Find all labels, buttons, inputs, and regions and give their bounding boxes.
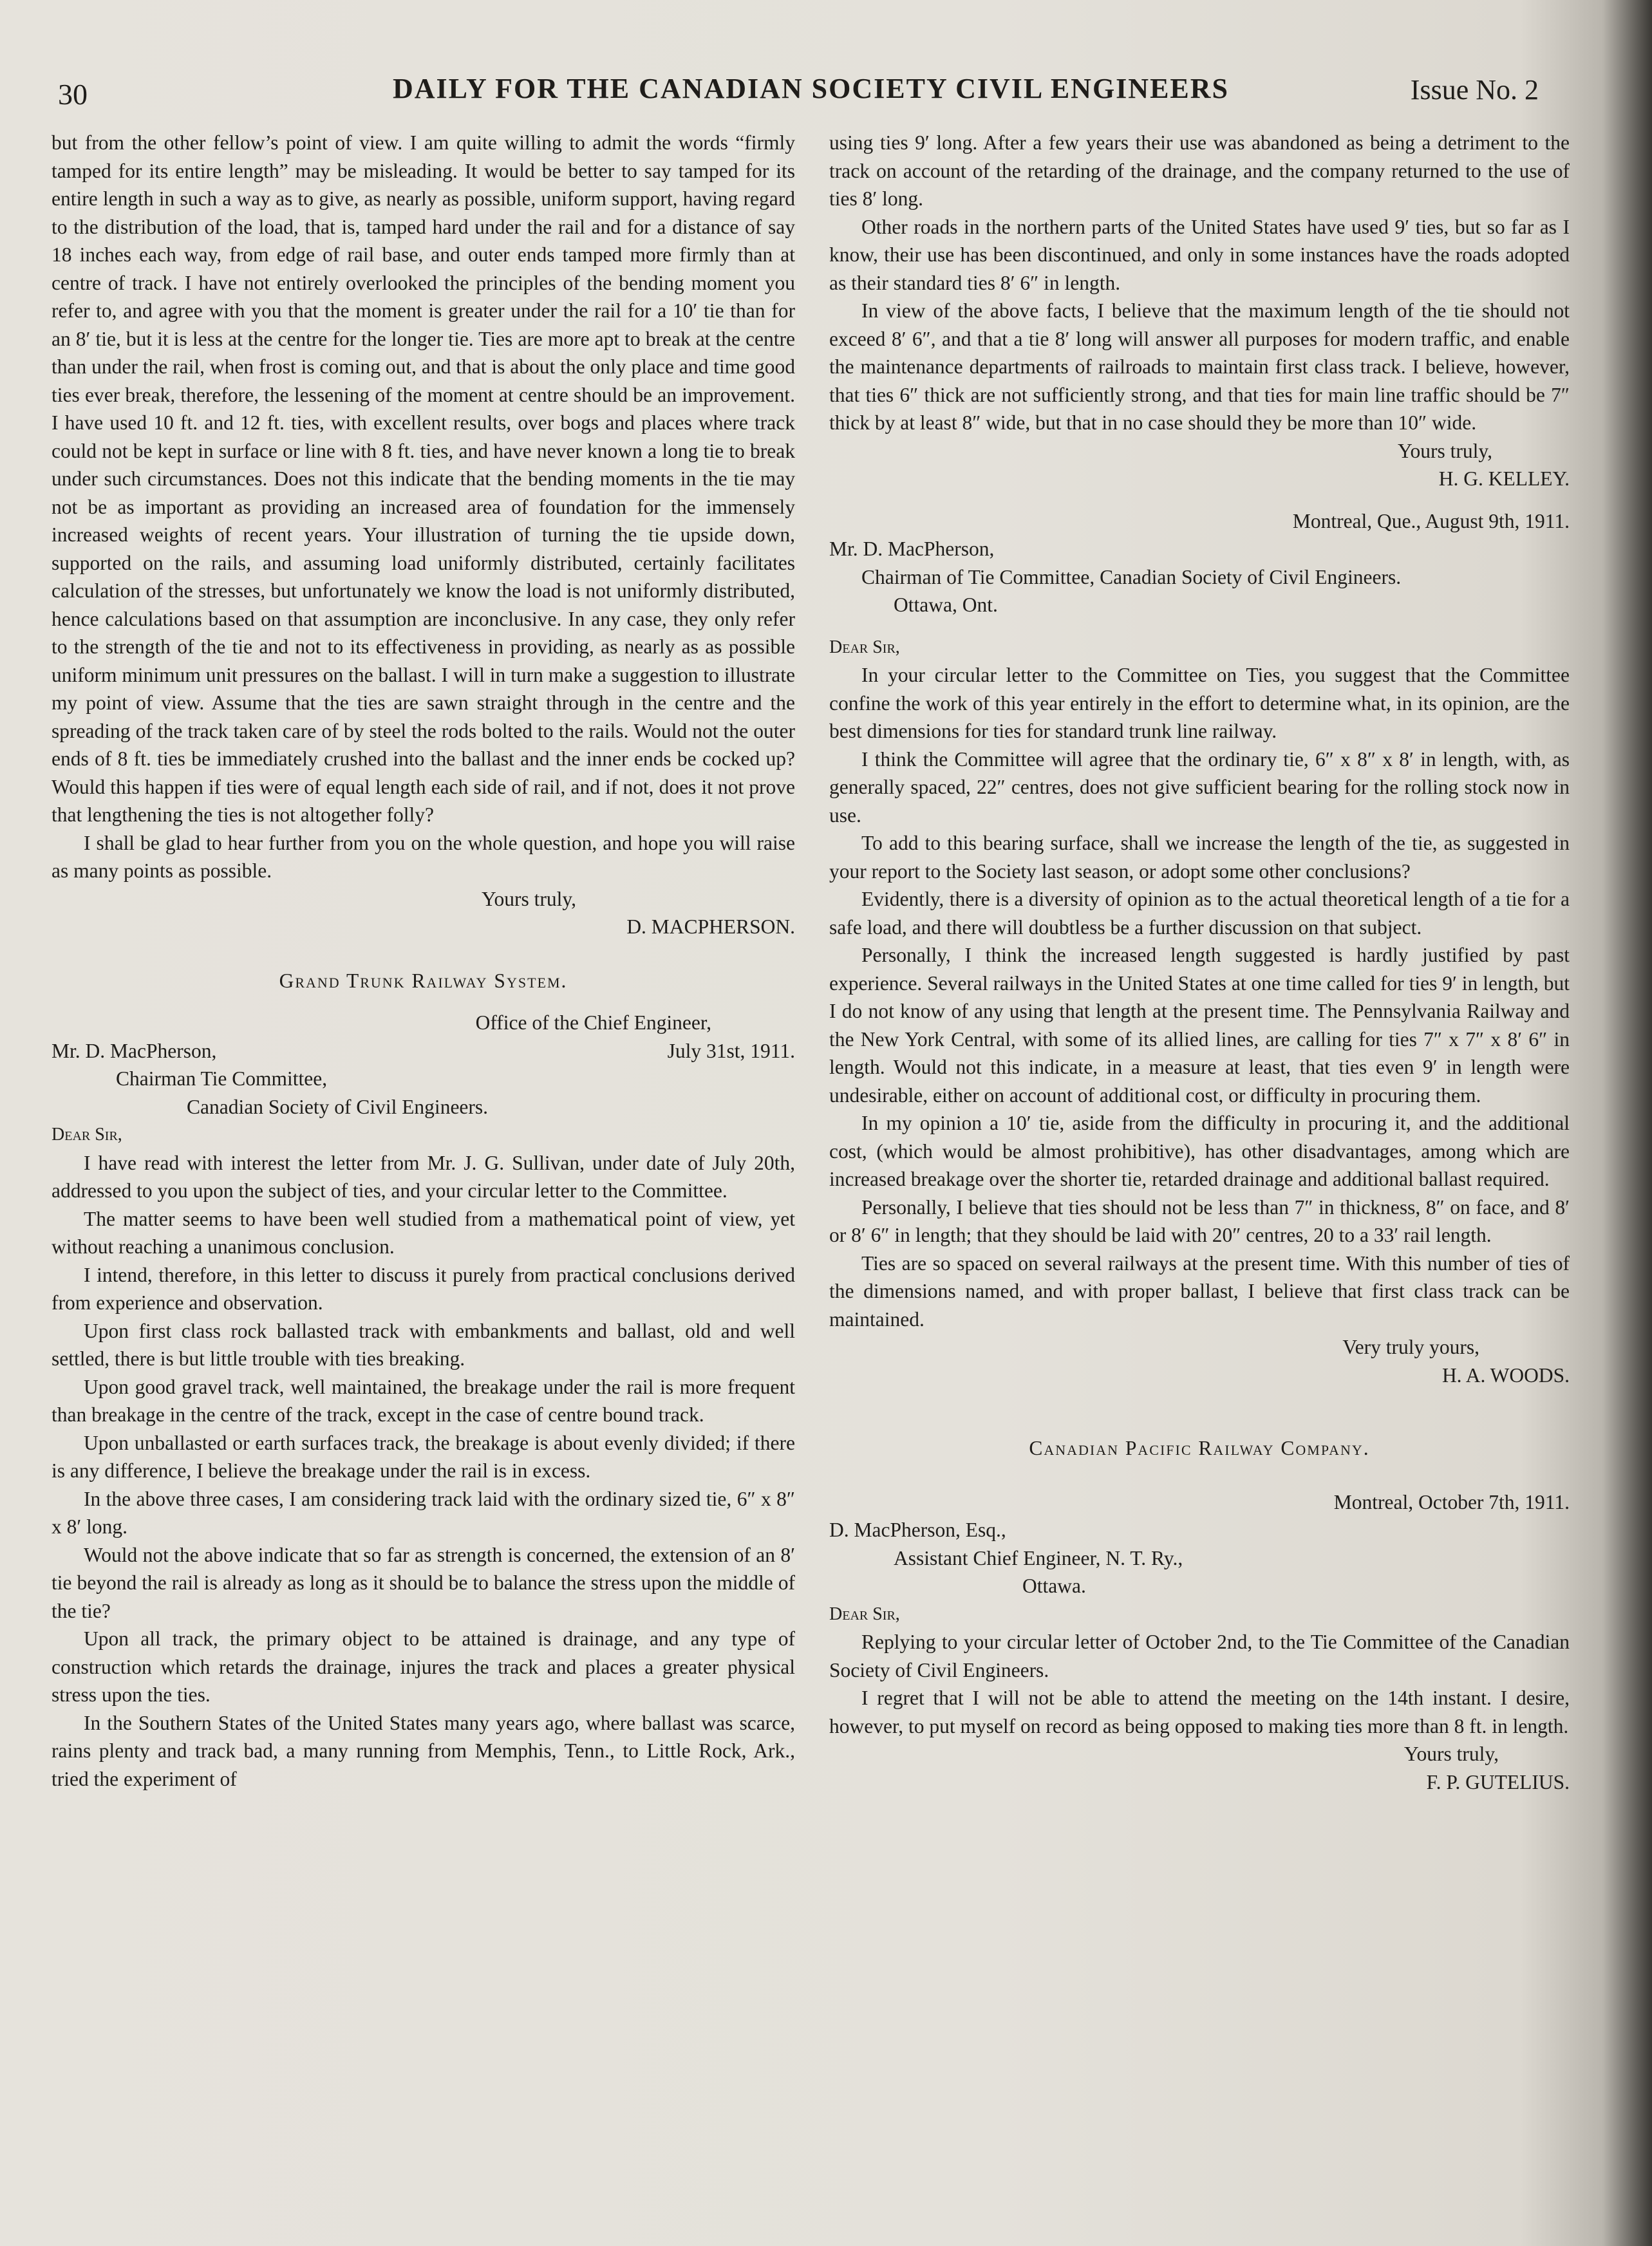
closing: Yours truly, [1397, 439, 1492, 462]
left-column [52, 129, 795, 1793]
signature-macpherson: D. MACPHERSON. [626, 915, 795, 938]
addressee-org: Canadian Society of Civil Engineers. [187, 1095, 489, 1118]
addressee-city: Ottawa. [1022, 1575, 1086, 1597]
page-number: 30 [58, 78, 88, 111]
salutation: Dear Sir, [52, 1125, 122, 1145]
paragraph: using ties 9′ long. After a few years their use was abandoned as being a detriment to the track on account of the retarding of the drainage, and the company returned to the use of ties 8′ long. [829, 131, 1570, 210]
macpherson-letter-closing-paragraph: I shall be glad to hear further from you on the whole question, and hope you will raise as many points as possible. [52, 831, 795, 882]
right-column [829, 129, 1570, 1796]
running-title: DAILY FOR THE CANADIAN SOCIETY CIVIL ENGINEERS [393, 73, 1230, 104]
paragraph: Personally, I believe that ties should not be less than 7″ in thickness, 8″ on face, and 8′ or 8′ 6″ in length; that they should be laid with 20″ centres, 20 to a 33′ rail length. [829, 1195, 1570, 1246]
letter-date: July 31st, 1911. [667, 1039, 795, 1062]
paragraph: I regret that I will not be able to attend the meeting on the 14th instant. I desire, however, to put myself on record as being opposed to making ties more than 8 ft. in length. [829, 1687, 1570, 1737]
org-heading-canadian-pacific: Canadian Pacific Railway Company. [1029, 1437, 1370, 1459]
letter-date: Montreal, Que., August 9th, 1911. [1292, 509, 1570, 532]
paragraph: In the above three cases, I am considering track laid with the ordinary sized tie, 6″ x 8″ x 8′ long. [52, 1487, 795, 1538]
signature-kelley: H. G. KELLEY. [1438, 467, 1570, 490]
paragraph: Personally, I think the increased length suggested is hardly justified by past experience. Several railways in the United States at one time called for ties 9′ in length, but I do not know of any using that length at the present time. The Pennsylvania Railway and the New York Central, with some of its allied lines, are calling for ties 7″ x 7″ x 8′ 6″ in length. Would not this indicate, in a measure at least, that ties even 9′ in length were undesirable, either on account of additional cost, or difficulty in procuring them. [829, 944, 1570, 1107]
addressee-city: Ottawa, Ont. [894, 594, 998, 616]
paragraph: I have read with interest the letter from Mr. J. G. Sullivan, under date of July 20th, addressed to you upon the subject of ties, and your circular letter to the Committee. [52, 1151, 795, 1202]
paragraph: Upon first class rock ballasted track with embankments and ballast, old and well settled, there is but little trouble with ties breaking. [52, 1319, 795, 1370]
signature-gutelius: F. P. GUTELIUS. [1426, 1770, 1570, 1793]
paragraph: Upon good gravel track, well maintained, the breakage under the rail is more frequent than breakage in the centre of the track, except in the case of centre bound track. [52, 1375, 795, 1426]
paragraph: In the Southern States of the United States many years ago, where ballast was scarce, rains plenty and track bad, a many running from Memphis, Tenn., to Little Rock, Ark., tried the experiment of [52, 1711, 795, 1790]
addressee: Mr. D. MacPherson, [52, 1039, 217, 1062]
paragraph: In your circular letter to the Committee on Ties, you suggest that the Committee confine the work of this year entirely in the effort to determine what, in its opinion, are the best dimensions for ties for standard trunk line railway. [829, 664, 1570, 742]
paragraph: Evidently, there is a diversity of opinion as to the actual theoretical length of a tie for a safe load, and there will doubtless be a further discussion on that subject. [829, 888, 1570, 939]
paragraph: In view of the above facts, I believe that the maximum length of the tie should not exceed 8′ 6″, and that a tie 8′ long will answer all purposes for modern traffic, and enable the maintenance departments of railroads to maintain first class track. I believe, however, that ties 6″ thick are not sufficiently strong, and that ties for main line traffic should be 7″ thick by at least 8″ wide, but that in no case should they be more than 10″ wide. [829, 299, 1570, 434]
letter-date: Montreal, October 7th, 1911. [1333, 1490, 1570, 1513]
office-line: Office of the Chief Engineer, [475, 1011, 711, 1034]
paragraph: Upon all track, the primary object to be attained is drainage, and any type of construction which retards the drainage, injures the track and places a greater physical stress upon the ties. [52, 1627, 795, 1706]
closing: Yours truly, [1403, 1743, 1499, 1765]
closing: Yours truly, [481, 887, 576, 910]
salutation: Dear Sir, [829, 1604, 900, 1624]
paragraph: I intend, therefore, in this letter to discuss it purely from practical conclusions derived from experience and observation. [52, 1263, 795, 1314]
addressee-title: Assistant Chief Engineer, N. T. Ry., [894, 1546, 1183, 1569]
paragraph: I think the Committee will agree that the ordinary tie, 6″ x 8″ x 8′ in length, with, as generally spaced, 22″ centres, does not give sufficient bearing for the rolling stock now in use. [829, 747, 1570, 827]
org-heading-grand-trunk: Grand Trunk Railway System. [279, 969, 568, 992]
addressee-title: Chairman of Tie Committee, Canadian Society of Civil Engineers. [861, 565, 1402, 588]
signature-woods: H. A. WOODS. [1441, 1363, 1570, 1387]
salutation: Dear Sir, [829, 637, 900, 657]
addressee-title: Chairman Tie Committee, [116, 1067, 328, 1090]
paragraph: Other roads in the northern parts of the United States have used 9′ ties, but so far as I know, their use has been discontinued, and only in some instances have the roads adopted as their standard ties 8′ 6″ in length. [829, 215, 1570, 294]
paragraph: In my opinion a 10′ tie, aside from the difficulty in procuring it, and the additional cost, (which would be almost prohibitive), has other disadvantages, among which are increased breakage over the shorter tie, retarded drainage and additional ballast required. [829, 1112, 1570, 1190]
paragraph: Ties are so spaced on several railways at the present time. With this number of ties of the dimensions named, and with proper ballast, I believe that first class track can be maintained. [829, 1251, 1570, 1331]
paragraph: Replying to your circular letter of October 2nd, to the Tie Committee of the Canadian Society of Civil Engineers. [829, 1631, 1570, 1681]
paragraph: Upon unballasted or earth surfaces track, the breakage is about evenly divided; if there is any difference, I believe the breakage under the rail is in excess. [52, 1431, 795, 1482]
paragraph: The matter seems to have been well studied from a mathematical point of view, yet without reaching a unanimous conclusion. [52, 1207, 795, 1258]
addressee: Mr. D. MacPherson, [829, 538, 995, 560]
macpherson-letter-body: but from the other fellow’s point of view. I am quite willing to admit the words “firmly tamped for its entire length” may be misleading. It would be better to say tamped for its entire length in such a way as to give, as nearly as possible, uniform support, having regard to the distribution of the load, that is, tamped hard under the rail and for a distance of say 18 inches each way, from edge of rail base, and outer ends tamped more firmly than at centre of track. I have not entirely overlooked the principles of the bending moment you refer to, and agree with you that the moment is greater under the rail for a 10′ tie than for an 8′ tie, but it is less at the centre for the longer tie. Ties are more apt to break at the centre than under the rail, when frost is coming out, and that is about the only place and time good ties ever break, therefore, the lessening of the moment at centre should be an improvement. I have used 10 ft. and 12 ft. ties, with excellent results, over bogs and places where track could not be kept in surface or line with 8 ft. ties, and have never known a long tie to break under such circumstances. Does not this indicate that the bending moments in the tie may not be as important as providing an increased area of foundation for the immensely increased weights of recent years. Your illustration of turning the tie upside down, supported on the rails, and assuming load uniformly distributed, certainly facilitates calculation of the stresses, but unfortunately we know the load is not uniformly distributed, hence calculations based on that assumption are inconclusive. In any case, they only refer to the strength of the tie and not to its effectiveness in providing, as nearly as as possible uniform minimum unit pressures on the ballast. I will in turn make a suggestion to illustrate my point of view. Assume that the ties are sawn straight through in the centre and the spreading of the track taken care of by steel the rods bolted to the rails. Would not the outer ends of 8 ft. ties be immediately crushed into the ballast and the inner ends be cocked up? Would this happen if ties were of equal length each side of rail, and if not, does it not prove that lengthening the ties is not altogether folly? [52, 131, 795, 826]
closing: Very truly yours, [1342, 1336, 1479, 1358]
issue-number: Issue No. 2 [1410, 74, 1539, 106]
page-header [58, 70, 1539, 115]
addressee: D. MacPherson, Esq., [829, 1519, 1006, 1541]
paragraph: To add to this bearing surface, shall we increase the length of the tie, as suggested in your report to the Society last season, or adopt some other conclusions? [829, 832, 1570, 883]
paragraph: Would not the above indicate that so far as strength is concerned, the extension of an 8′ tie beyond the rail is already as long as it should be to balance the stress upon the middle of the tie? [52, 1543, 795, 1622]
addressee-row [52, 1037, 795, 1065]
